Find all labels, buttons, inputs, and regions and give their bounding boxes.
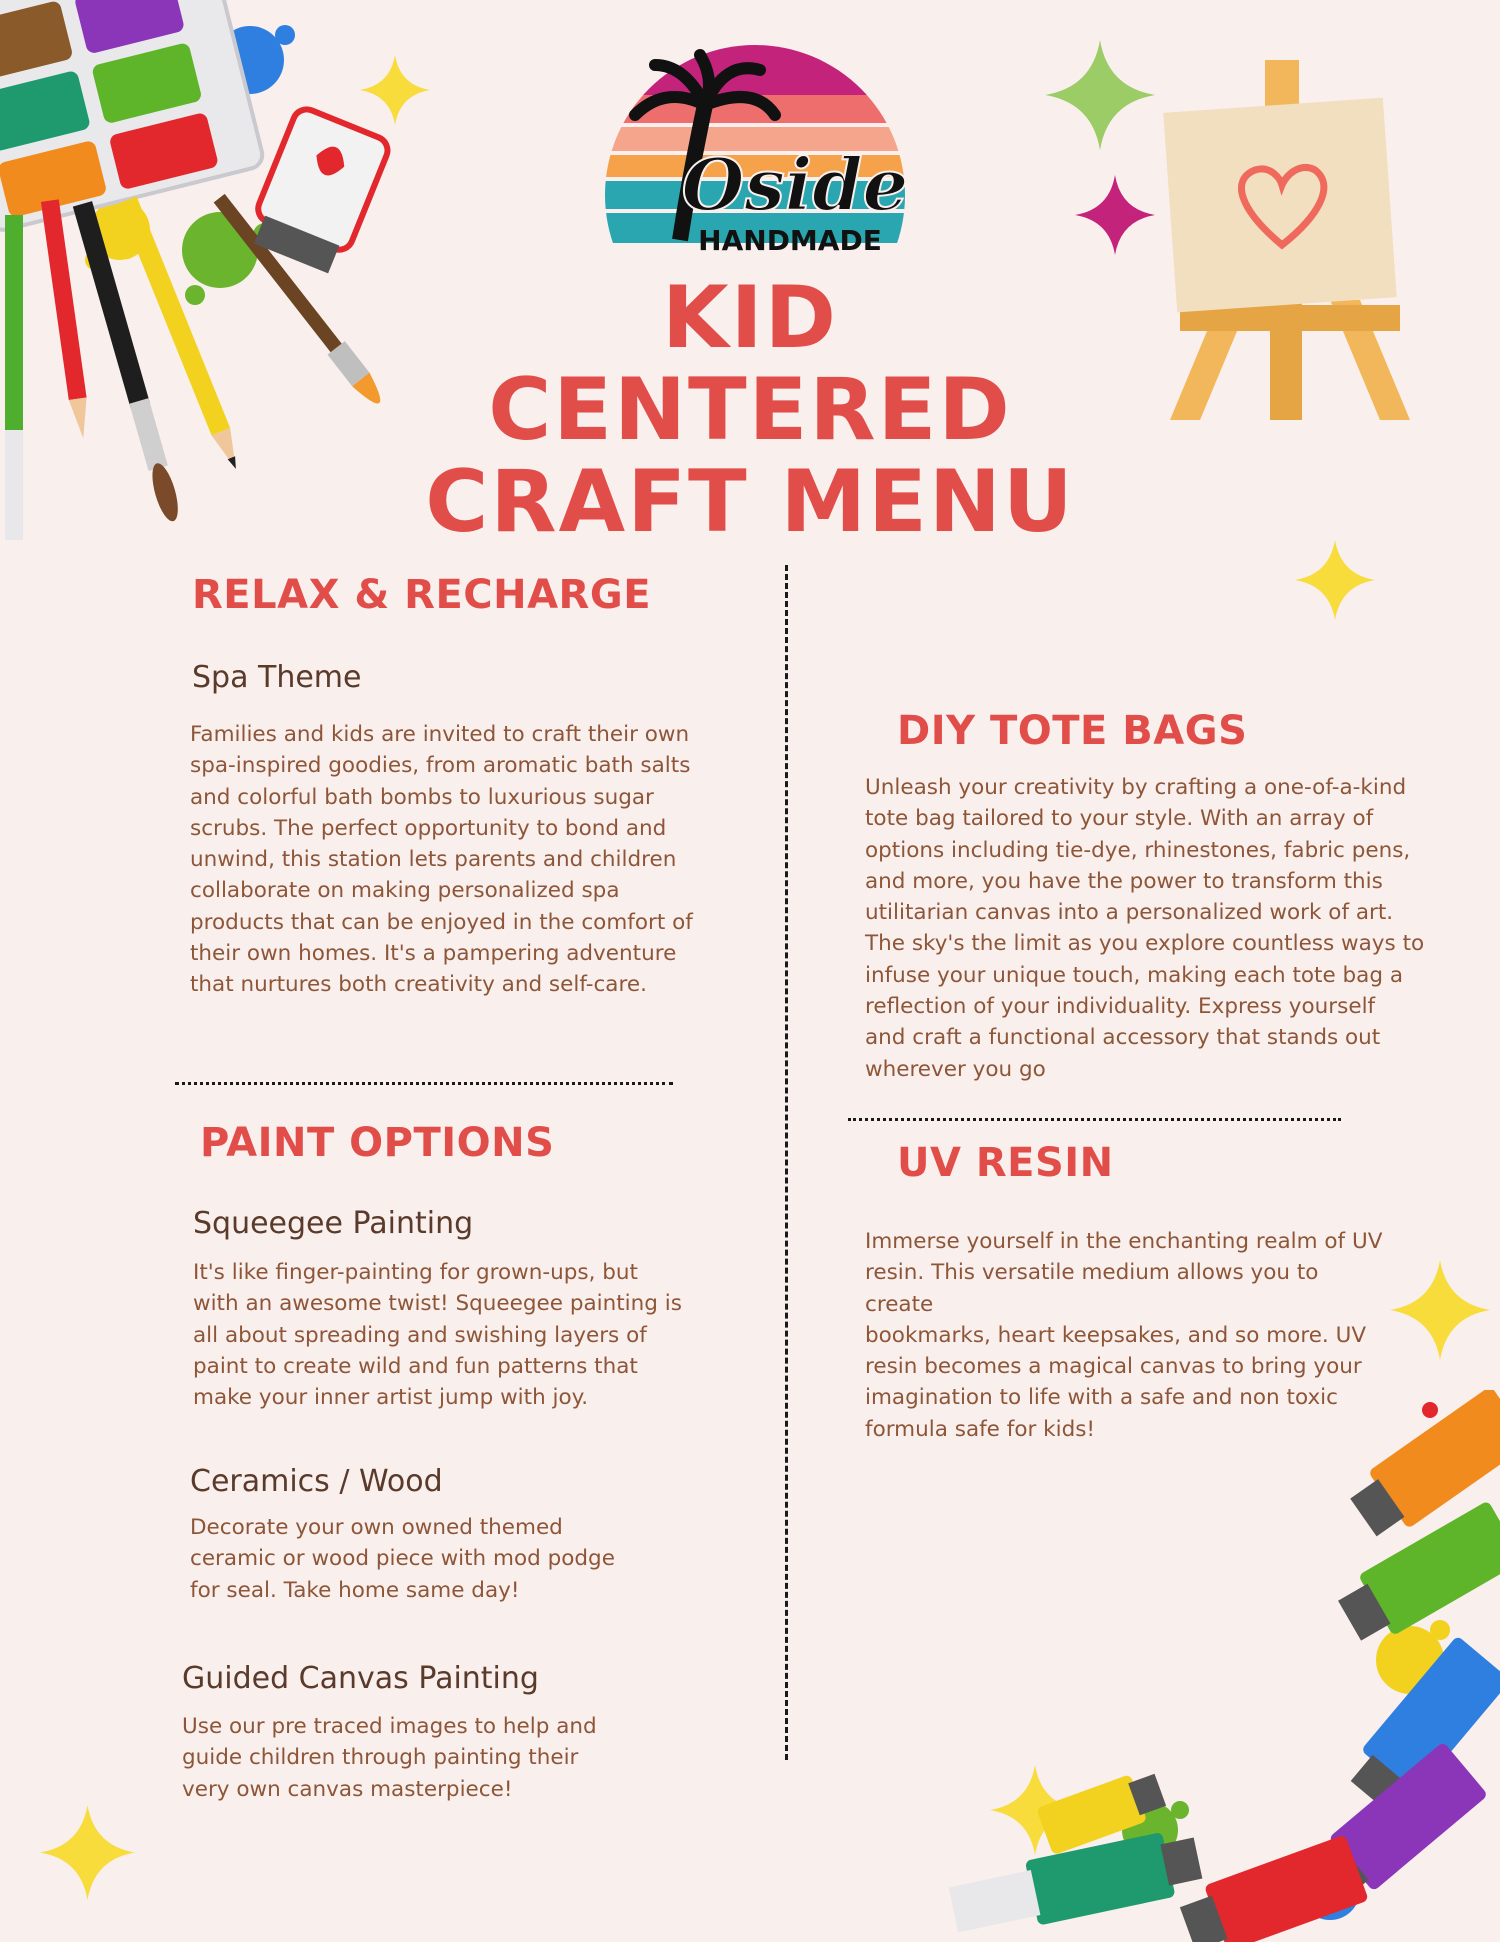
paint-tubes-cluster bbox=[930, 1390, 1500, 1942]
title-line-2: CRAFT MENU bbox=[425, 452, 1075, 552]
page-title bbox=[400, 268, 1100, 552]
paint-options-heading: PAINT OPTIONS bbox=[200, 1120, 555, 1166]
left-horizontal-divider bbox=[175, 1082, 673, 1085]
logo-handmade-text: HANDMADE bbox=[698, 224, 882, 257]
spa-theme-title: Spa Theme bbox=[192, 660, 362, 695]
guided-canvas-description: Use our pre traced images to help and guide children through painting their very own canvas masterpiece! bbox=[182, 1714, 597, 1802]
relax-recharge-heading: RELAX & RECHARGE bbox=[192, 572, 652, 618]
spa-theme-description: Families and kids are invited to craft their own spa-inspired goodies, from aromatic bath salts and colorful bath bombs to luxurious sugar scrubs. The perfect opportunity to bond and unwind, this station lets parents and children collaborate on making personalized spa products that can be enjoyed in the comfort of their own homes. It's a pampering adventure that nurtures both creativity and self-care. bbox=[190, 722, 693, 998]
easel-icon bbox=[1160, 50, 1420, 430]
squeegee-painting-title: Squeegee Painting bbox=[193, 1206, 474, 1241]
ceramics-wood-title: Ceramics / Wood bbox=[190, 1464, 443, 1499]
uv-resin-heading: UV RESIN bbox=[897, 1140, 1114, 1186]
ceramics-wood-description: Decorate your own owned themed ceramic or wood piece with mod podge for seal. Take home same day! bbox=[190, 1515, 615, 1603]
diy-tote-bags-description: Unleash your creativity by crafting a one-of-a-kind tote bag tailored to your style. With an array of options including tie-dye, rhinestones, fabric pens, and more, you have the power to transform this utilitarian canvas into a personalized work of art. The sky's the limit as you explore countless ways to infuse your unique touch, making each tote bag a reflection of your individuality. Express yourself and craft a functional accessory that stands out wherever you go bbox=[865, 775, 1425, 1082]
diy-tote-bags-heading: DIY TOTE BAGS bbox=[897, 708, 1248, 754]
logo-script-text: Oside bbox=[681, 142, 909, 227]
sparkle-icon bbox=[360, 55, 430, 125]
uv-resin-description: Immerse yourself in the enchanting realm of UV resin. This versatile medium allows you to create bookmarks, heart keepsakes, and so more. UV resin becomes a magical canvas to bring your imagination to life with a safe and non toxic formula safe for kids! bbox=[865, 1229, 1383, 1442]
squeegee-painting-description: It's like finger-painting for grown-ups, but with an awesome twist! Squeegee painting is all about spreading and swishing layers of paint to create wild and fun patterns that make your inner artist jump with joy. bbox=[193, 1260, 682, 1411]
sparkle-icon bbox=[1075, 175, 1155, 255]
oside-handmade-logo bbox=[595, 35, 915, 265]
guided-canvas-title: Guided Canvas Painting bbox=[182, 1661, 539, 1696]
sparkle-icon bbox=[1035, 40, 1165, 150]
title-line-1: KID CENTERED bbox=[488, 268, 1012, 460]
paint-tube-icon bbox=[1176, 1834, 1369, 1942]
sparkle-icon bbox=[40, 1805, 135, 1900]
vertical-divider bbox=[785, 565, 788, 1760]
sparkle-icon bbox=[1295, 540, 1375, 620]
right-horizontal-divider bbox=[848, 1118, 1341, 1121]
art-supplies-cluster bbox=[0, 0, 420, 560]
sparkle-icon bbox=[1390, 1260, 1490, 1360]
